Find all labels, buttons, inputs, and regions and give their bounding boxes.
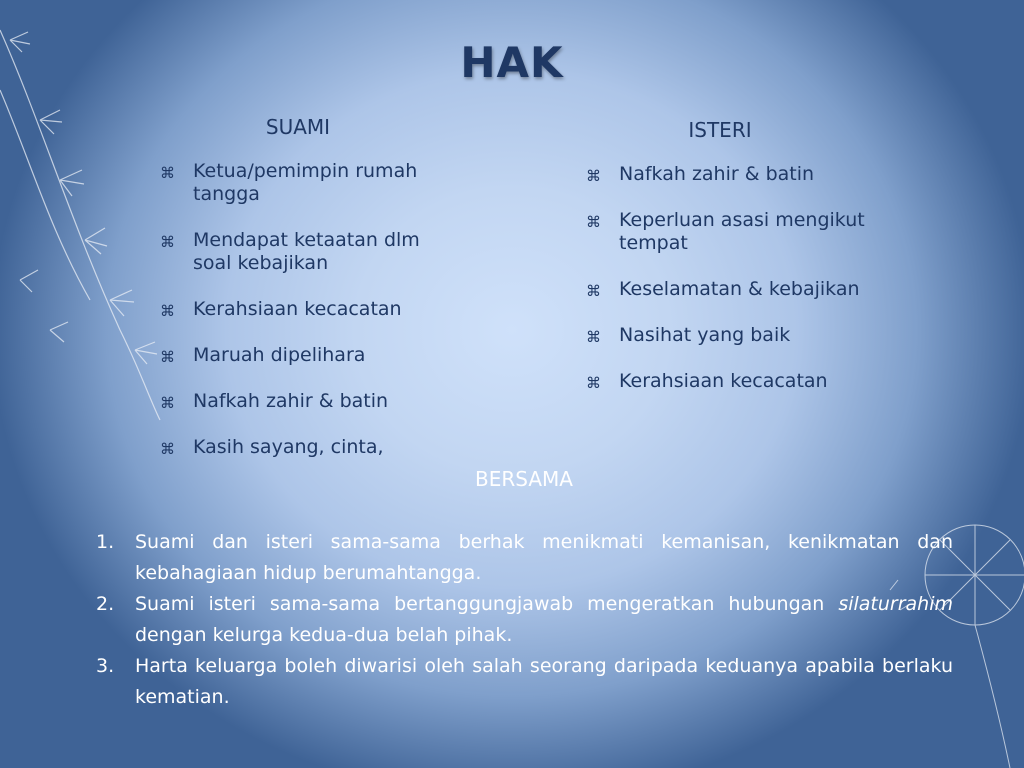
list-item: 2. Suami isteri sama-sama bertanggungjawab mengeratkan hubungan silaturrahim dengan kelurga kedua-dua belah pihak. [96, 589, 953, 651]
list-item: ⌘ Kasih sayang, cinta, [160, 436, 384, 458]
list-number: 3. [96, 655, 115, 677]
list-number: 1. [96, 531, 115, 553]
bullet-icon: ⌘ [160, 440, 175, 458]
isteri-heading: ISTERI [688, 118, 752, 142]
isteri-list [586, 163, 906, 416]
list-item: 1. Suami dan isteri sama-sama berhak menikmati kemanisan, kenikmatan dan kebahagiaan hidup berumahtangga. [96, 527, 953, 589]
list-item: ⌘ Keperluan asasi mengikut tempat [586, 209, 865, 254]
italic-term: silaturrahim [838, 593, 953, 615]
suami-list [160, 160, 460, 482]
bersama-heading: BERSAMA [475, 467, 573, 491]
bullet-icon: ⌘ [160, 394, 175, 412]
list-item: ⌘ Nafkah zahir & batin [586, 163, 815, 185]
list-item: ⌘ Ketua/pemimpin rumah tangga [160, 160, 418, 205]
list-item: ⌘ Maruah dipelihara [160, 344, 366, 366]
list-item: ⌘ Mendapat ketaatan dlm soal kebajikan [160, 229, 420, 274]
bullet-icon: ⌘ [160, 164, 175, 182]
suami-heading: SUAMI [265, 115, 331, 139]
list-number: 2. [96, 593, 115, 615]
list-item: ⌘ Nasihat yang baik [586, 324, 791, 346]
bullet-icon: ⌘ [586, 167, 601, 185]
bullet-icon: ⌘ [160, 302, 175, 320]
bersama-list [96, 527, 953, 713]
list-item: ⌘ Kerahsiaan kecacatan [160, 298, 402, 320]
slide-title: HAK [460, 38, 564, 87]
bullet-icon: ⌘ [586, 374, 601, 392]
bullet-icon: ⌘ [586, 213, 601, 231]
list-item: ⌘ Nafkah zahir & batin [160, 390, 389, 412]
list-item: 3. Harta keluarga boleh diwarisi oleh salah seorang daripada keduanya apabila berlaku kematian. [96, 651, 953, 713]
list-item: ⌘ Kerahsiaan kecacatan [586, 370, 828, 392]
list-item: ⌘ Keselamatan & kebajikan [586, 278, 860, 300]
bullet-icon: ⌘ [160, 348, 175, 366]
bullet-icon: ⌘ [586, 282, 601, 300]
bullet-icon: ⌘ [586, 328, 601, 346]
bullet-icon: ⌘ [160, 233, 175, 251]
